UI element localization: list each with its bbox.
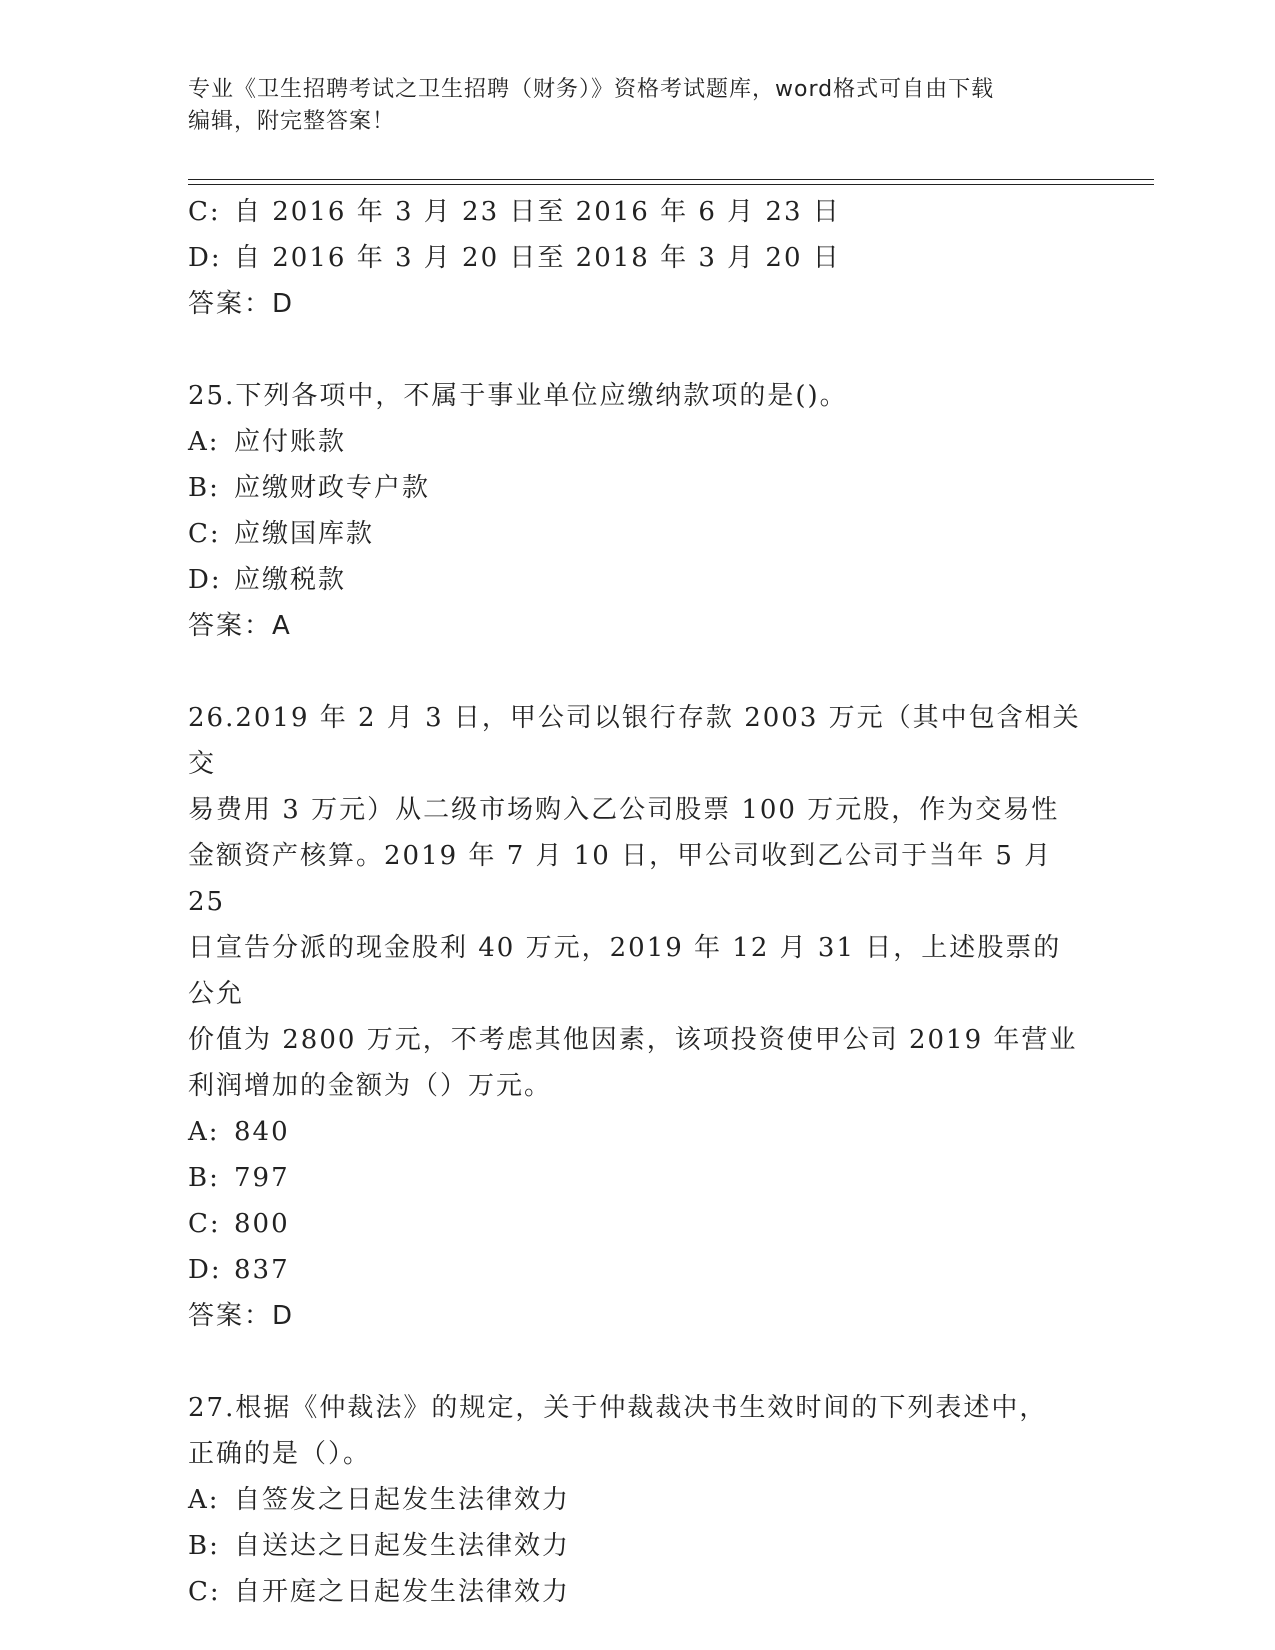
option-b: B: 自送达之日起发生法律效力: [188, 1531, 571, 1561]
question-26: [188, 695, 1088, 1339]
stem-line: 金额资产核算。2019 年 7 月 10 日，甲公司收到乙公司于当年 5 月 25: [188, 841, 1053, 917]
answer: 答案：D: [188, 289, 295, 319]
option-b: B: 应缴财政专户款: [188, 473, 431, 503]
question-25: [188, 373, 1088, 649]
option-a: A: 应付账款: [188, 427, 347, 457]
option-a: A: 840: [188, 1117, 290, 1147]
document-body: [188, 189, 1088, 1615]
prev-question: [188, 189, 1088, 327]
stem-line: 利润增加的金额为（）万元。: [188, 1071, 553, 1101]
stem-line: 27.根据《仲裁法》的规定，关于仲裁裁决书生效时间的下列表述中，: [188, 1393, 1048, 1423]
option-d: D: 应缴税款: [188, 565, 347, 595]
stem-line: 易费用 3 万元）从二级市场购入乙公司股票 100 万元股，作为交易性: [188, 795, 1060, 825]
document-header: [188, 74, 1088, 138]
header-line-2: 编辑，附完整答案！: [188, 109, 396, 134]
option-a: A: 自签发之日起发生法律效力: [188, 1485, 571, 1515]
question-stem: [188, 373, 1088, 419]
option-c: C: 自 2016 年 3 月 23 日至 2016 年 6 月 23 日: [188, 197, 841, 227]
stem-line: 25.下列各项中，不属于事业单位应缴纳款项的是()。: [188, 381, 848, 411]
option-c: C: 自开庭之日起发生法律效力: [188, 1577, 571, 1607]
option-c: C: 应缴国库款: [188, 519, 375, 549]
header-line-1: 专业《卫生招聘考试之卫生招聘（财务）》资格考试题库，word格式可自由下载: [188, 77, 995, 102]
option-b: B: 797: [188, 1163, 290, 1193]
answer: 答案：A: [188, 611, 292, 641]
stem-line: 价值为 2800 万元，不考虑其他因素，该项投资使甲公司 2019 年营业: [188, 1025, 1078, 1055]
question-stem: [188, 695, 1088, 1109]
stem-line: 正确的是（）。: [188, 1439, 372, 1469]
stem-line: 日宣告分派的现金股利 40 万元，2019 年 12 月 31 日，上述股票的公允: [188, 933, 1062, 1009]
answer: 答案：D: [188, 1301, 295, 1331]
question-stem: [188, 1385, 1088, 1477]
option-d: D: 自 2016 年 3 月 20 日至 2018 年 3 月 20 日: [188, 243, 841, 273]
option-d: D: 837: [188, 1255, 290, 1285]
header-rule-top: [188, 179, 1154, 180]
question-27: [188, 1385, 1088, 1615]
stem-line: 26.2019 年 2 月 3 日，甲公司以银行存款 2003 万元（其中包含相关交: [188, 703, 1081, 779]
option-c: C: 800: [188, 1209, 290, 1239]
header-rule-bottom: [188, 184, 1154, 185]
